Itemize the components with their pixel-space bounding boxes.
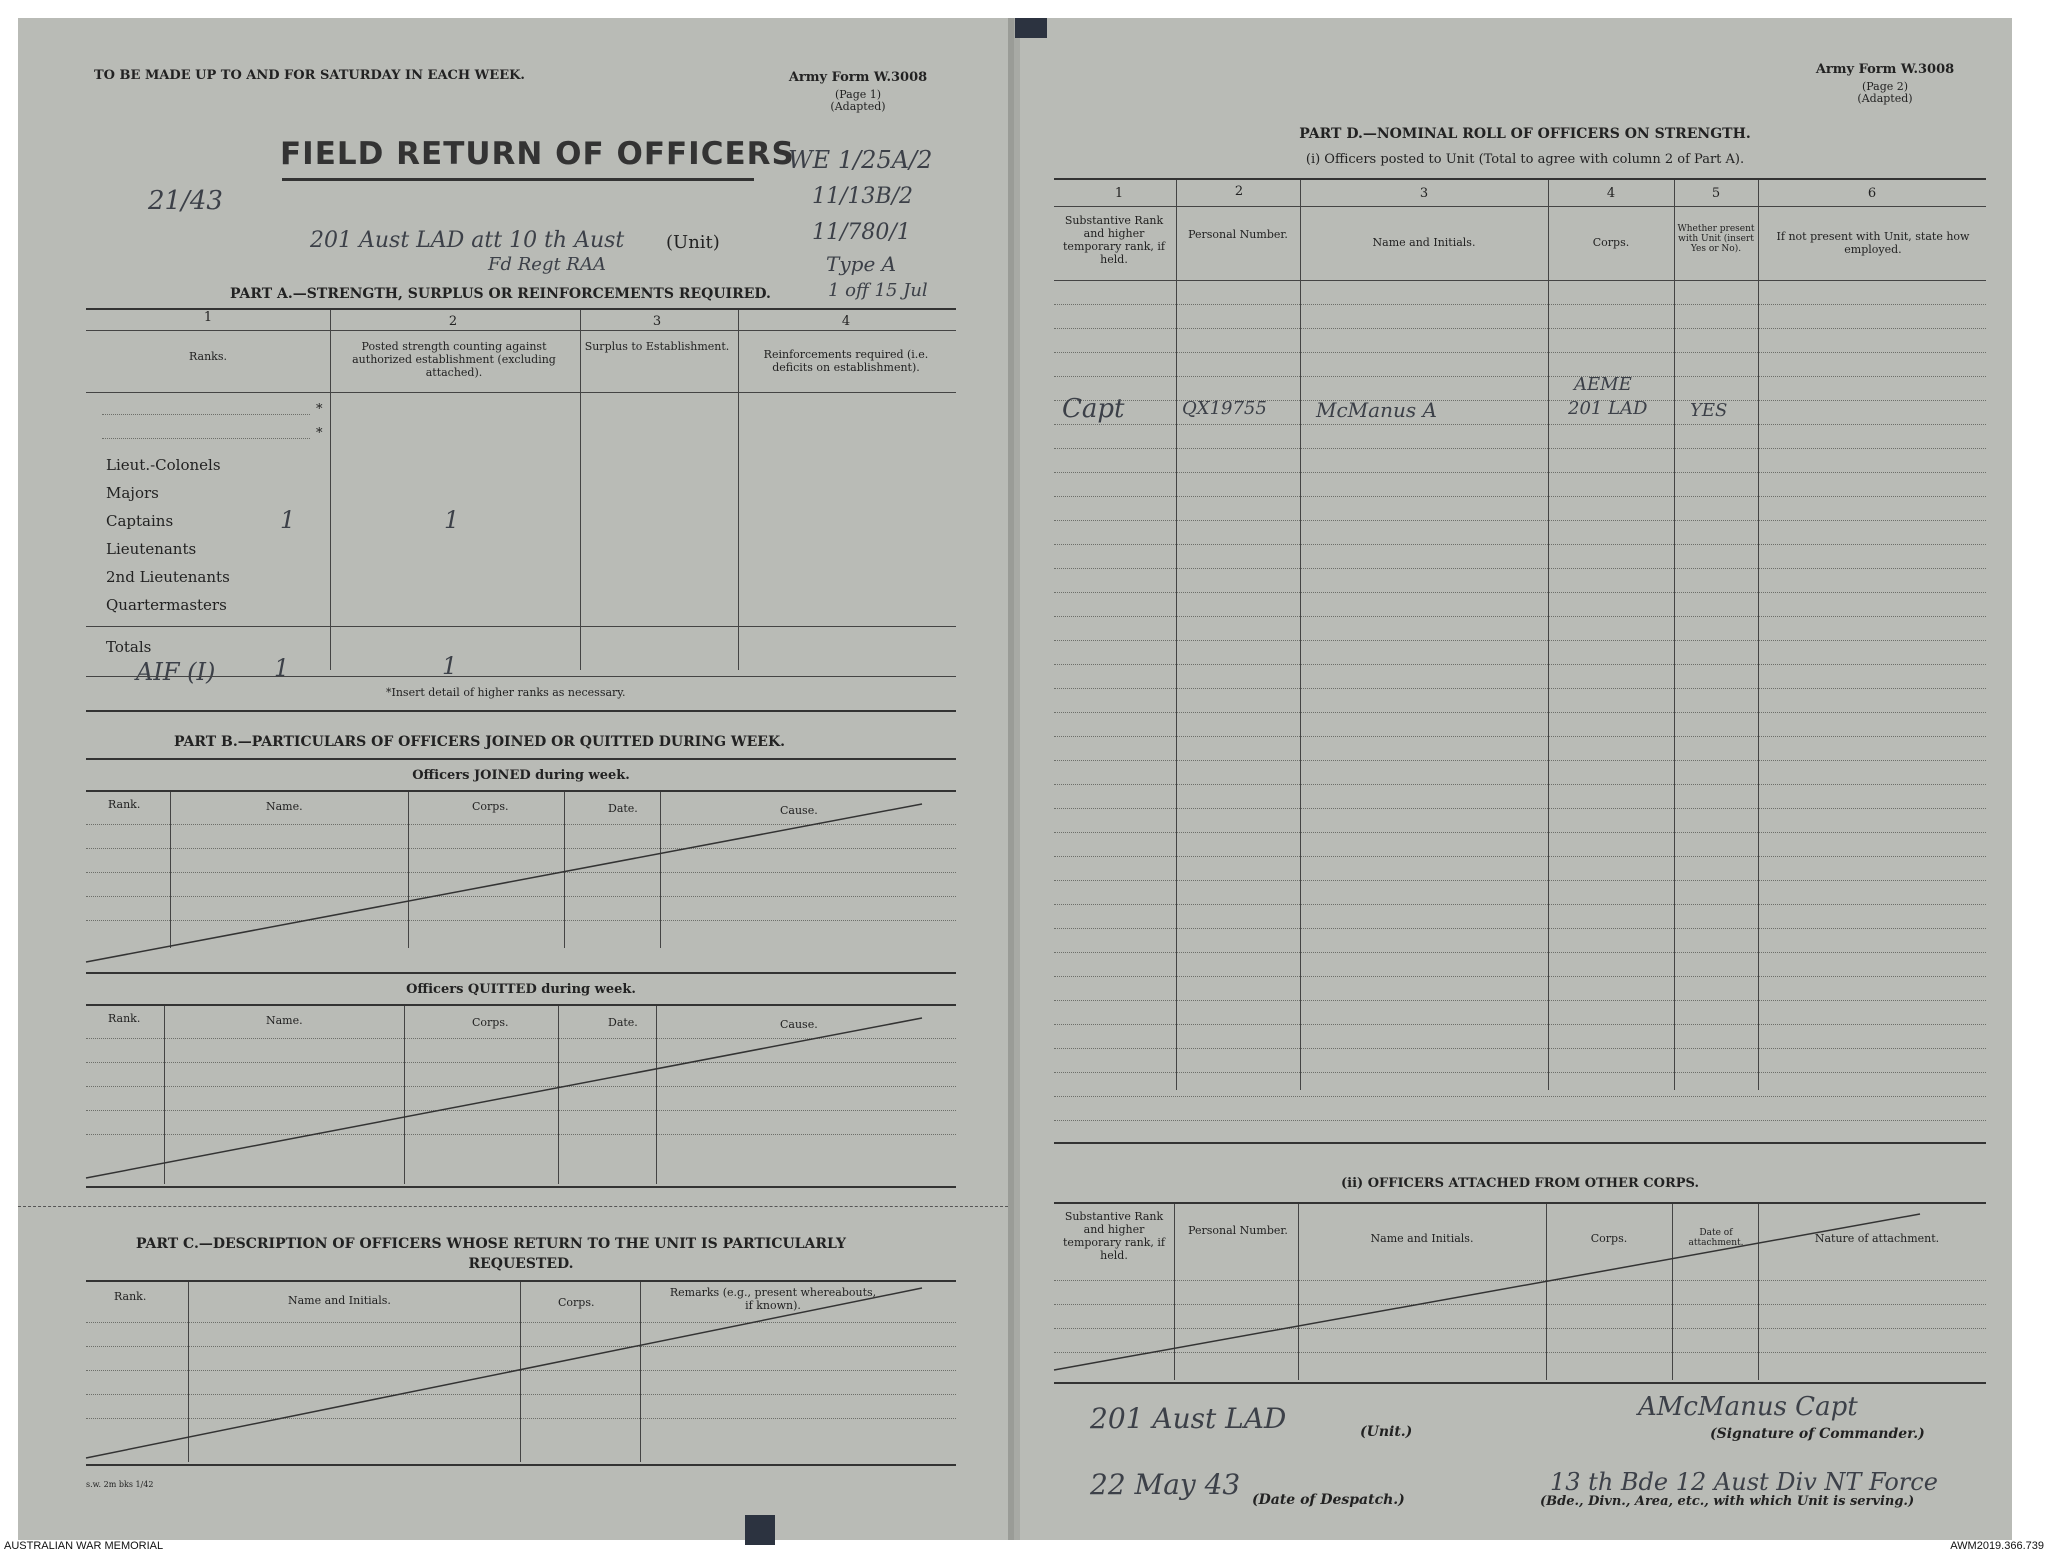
unit-caption-right: (Unit.) [1360,1424,1413,1440]
left-page [18,18,1008,1540]
we-note-4: Type A [826,252,897,276]
part-b-heading: PART B.—PARTICULARS OF OFFICERS JOINED OR QUITTED DURING WEEK. [174,734,786,750]
right-page [1020,18,2012,1540]
footer-right: AWM2019.366.739 [1950,1540,2044,1552]
roll-present: YES [1690,400,1728,421]
d-col-head-number: Personal Number. [1188,228,1288,241]
quitted-col-corps: Corps. [472,1016,509,1029]
d-col-head-corps: Corps. [1592,236,1630,249]
d-col-head-present: Whether present with Unit (insert Yes or No). [1677,224,1755,254]
ii-col-head-date: Date of attachment. [1688,1228,1744,1248]
col-num-3: 3 [652,314,662,329]
part-c-heading-1: PART C.—DESCRIPTION OF OFFICERS WHOSE RETURN TO THE UNIT IS PARTICULARLY [136,1236,846,1252]
form-adapted: (Adapted) [830,100,886,113]
ref-number: 21/43 [148,186,223,216]
col-head-ranks: Ranks. [189,350,227,363]
strike-through-line-ii [1020,18,2012,1540]
d-col-num-3: 3 [1419,186,1429,201]
binding-shadow [1008,18,1014,1540]
despatch-date: 22 May 43 [1090,1468,1241,1501]
form-id: Army Form W.3008 [788,70,928,85]
rank-majors: Majors [106,484,159,502]
unit-caption: (Unit) [666,232,720,253]
quitted-heading: Officers QUITTED during week. [406,982,636,997]
col-head-posted: Posted strength counting against authorized establishment (excluding attached). [352,340,556,379]
sub-i-heading: (i) Officers posted to Unit (Total to agree with column 2 of Part A). [1305,152,1745,167]
col-num-1: 1 [203,310,213,325]
part-c-col-corps: Corps. [558,1296,595,1309]
quitted-col-cause: Cause. [780,1018,818,1031]
ii-col-head-corps: Corps. [1590,1232,1628,1245]
totals-label: Totals [106,638,152,656]
joined-col-corps: Corps. [472,800,509,813]
d-col-num-2: 2 [1234,184,1244,199]
joined-col-name: Name. [266,800,303,813]
ii-col-head-rank: Substantive Rank and higher temporary rank, if held. [1063,1210,1165,1262]
d-col-head-name: Name and Initials. [1372,236,1476,249]
form-id-right: Army Form W.3008 [1815,62,1955,77]
area-handwritten: 13 th Bde 12 Aust Div NT Force [1550,1468,1938,1496]
form-page: (Page 1) [834,88,882,101]
roll-rank: Capt [1062,394,1125,424]
ii-col-head-number: Personal Number. [1188,1224,1288,1237]
col-num-2: 2 [448,314,458,329]
commander-signature: AMcManus Capt [1638,1392,1858,1422]
d-col-num-4: 4 [1606,186,1616,201]
ii-col-head-nature: Nature of attachment. [1814,1232,1940,1245]
d-col-num-6: 6 [1867,186,1877,201]
form-sheet [18,18,2012,1540]
binding-tab-bottom [745,1515,775,1545]
print-code: s.w. 2m bks 1/42 [86,1480,154,1489]
unit-handwritten: 201 Aust LAD [1090,1402,1287,1435]
roll-corps-1: AEME [1574,374,1632,395]
roll-number: QX19755 [1182,398,1267,419]
col-num-4: 4 [841,314,851,329]
part-c-col-remarks: Remarks (e.g., present whereabouts, if known). [669,1286,877,1312]
part-c-col-rank: Rank. [114,1290,147,1303]
joined-heading: Officers JOINED during week. [412,768,630,783]
d-col-num-1: 1 [1114,186,1124,201]
rank-captains: Captains [106,512,174,530]
totals-ranks: 1 [274,654,290,682]
despatch-caption: (Date of Despatch.) [1252,1492,1405,1508]
d-col-head-employed: If not present with Unit, state how employed. [1776,230,1970,256]
rank-lieut-colonels: Lieut.-Colonels [106,456,221,474]
d-col-head-rank: Substantive Rank and higher temporary rank, if held. [1063,214,1165,266]
we-note-1: WE 1/25A/2 [788,146,933,174]
captains-posted: 1 [444,506,460,534]
quitted-col-rank: Rank. [108,1012,141,1025]
we-note-3: 11/780/1 [812,220,911,245]
binding-tab-top [1015,18,1047,38]
asterisk-2: * [316,426,323,441]
sub-ii-heading: (ii) OFFICERS ATTACHED FROM OTHER CORPS. [1340,1176,1699,1191]
d-col-num-5: 5 [1711,186,1721,201]
captains-count: 1 [280,506,296,534]
rank-2nd-lieutenants: 2nd Lieutenants [106,568,230,586]
part-c-col-name: Name and Initials. [288,1294,391,1307]
part-a-footnote: *Insert detail of higher ranks as necessary. [386,686,626,699]
quitted-col-name: Name. [266,1014,303,1027]
rank-lieutenants: Lieutenants [106,540,197,558]
rank-quartermasters: Quartermasters [106,596,227,614]
ii-col-head-name: Name and Initials. [1370,1232,1474,1245]
quitted-col-date: Date. [608,1016,638,1029]
asterisk-1: * [316,402,323,417]
part-c-heading-2: REQUESTED. [468,1256,574,1272]
footer-left: AUSTRALIAN WAR MEMORIAL [4,1540,164,1552]
joined-col-cause: Cause. [780,804,818,817]
header-instruction: TO BE MADE UP TO AND FOR SATURDAY IN EACH WEEK. [94,68,525,83]
unit-handwritten-1: 201 Aust LAD att 10 th Aust [310,228,625,253]
form-title: FIELD RETURN OF OFFICERS [280,136,795,172]
signature-caption: (Signature of Commander.) [1710,1426,1925,1442]
form-adapted-right: (Adapted) [1857,92,1913,105]
col-head-surplus: Surplus to Establishment. [584,340,730,353]
roll-name: McManus A [1316,398,1437,422]
totals-prefix: AIF (I) [136,658,216,686]
totals-posted: 1 [442,652,458,680]
we-note-5: 1 off 15 Jul [828,280,928,301]
joined-col-date: Date. [608,802,638,815]
joined-col-rank: Rank. [108,798,141,811]
form-page-right: (Page 2) [1861,80,1909,93]
roll-corps-2: 201 LAD [1568,398,1648,419]
col-head-reinforcements: Reinforcements required (i.e. deficits on establishment). [763,348,929,374]
strike-through-lines [18,18,1008,1540]
part-a-heading: PART A.—STRENGTH, SURPLUS OR REINFORCEMENTS REQUIRED. [230,286,771,302]
area-caption: (Bde., Divn., Area, etc., with which Unit is serving.) [1540,1494,1915,1509]
unit-handwritten-2: Fd Regt RAA [488,254,606,275]
part-d-heading: PART D.—NOMINAL ROLL OF OFFICERS ON STRENGTH. [1299,126,1751,142]
we-note-2: 11/13B/2 [812,184,913,209]
